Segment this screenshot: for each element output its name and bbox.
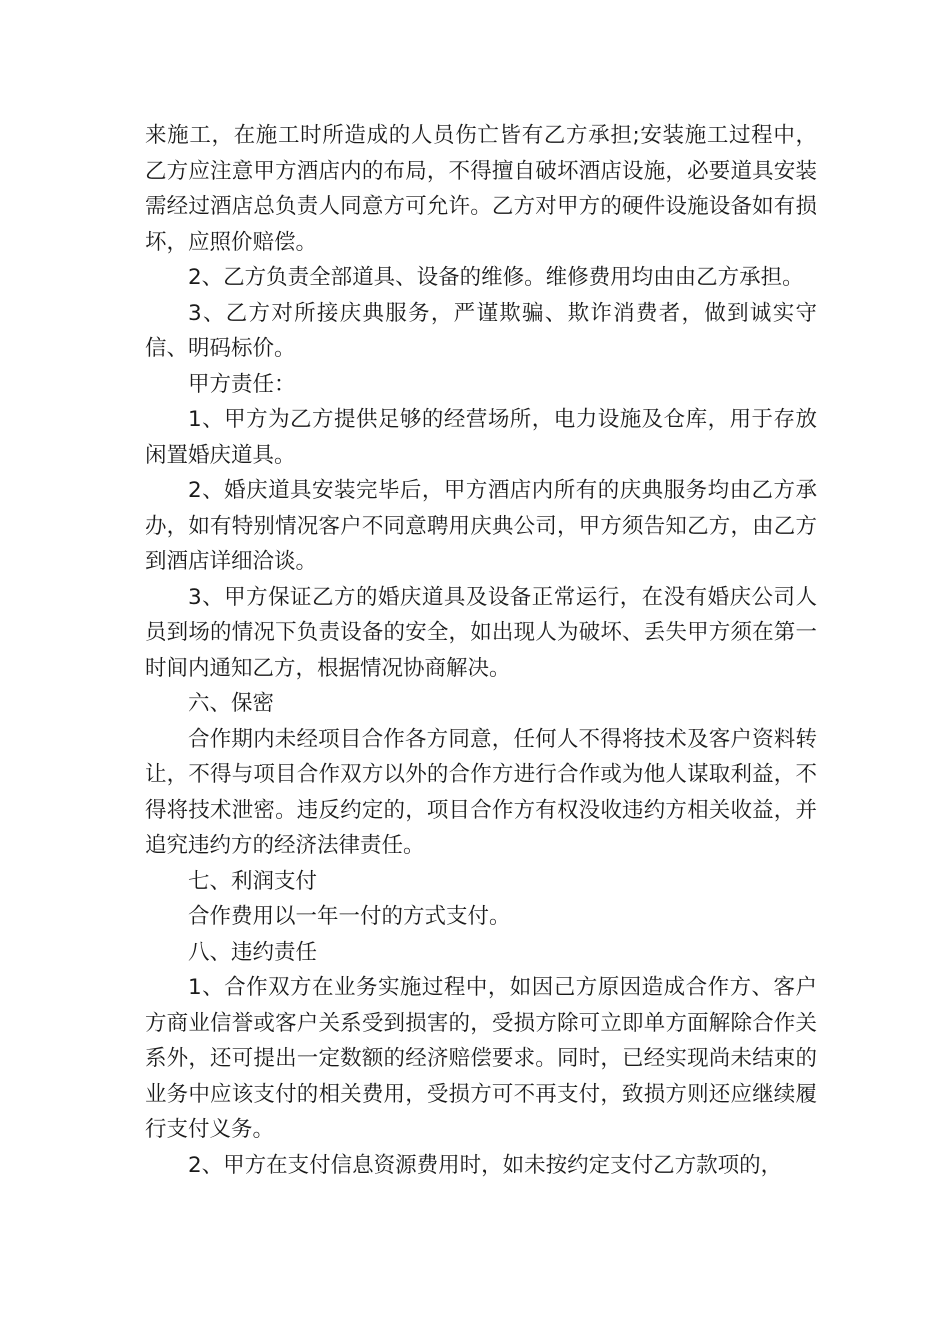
paragraph-a-equipment-safety: 3、甲方保证乙方的婚庆道具及设备正常运行，在没有婚庆公司人员到场的情况下负责设备的安全，如出现人为破坏、丢失甲方须在第一时间内通知乙方，根据情况协商解决。 [145, 584, 817, 681]
paragraph-breach-1: 1、合作双方在业务实施过程中，如因己方原因造成合作方、客户方商业信誉或客户关系受到损害的，受损方除可立即单方面解除合作关系外，还可提出一定数额的经济赔偿要求。同时，已经实现尚未结束的业务中应该支付的相关费用，受损方可不再支付，致损方则还应继续履行支付义务。 [145, 975, 817, 1142]
paragraph-breach-2: 2、甲方在支付信息资源费用时，如未按约定支付乙方款项的， [188, 1152, 783, 1178]
paragraph-profit-payment: 合作费用以一年一付的方式支付。 [188, 904, 511, 929]
document-body [145, 118, 817, 1183]
heading-confidentiality: 六、保密 [188, 691, 275, 716]
paragraph-confidentiality: 合作期内未经项目合作各方同意，任何人不得将技术及客户资料转让，不得与项目合作双方以外的合作方进行合作或为他人谋取利益，不得将技术泄密。违反约定的，项目合作方有权没收违约方相关收益，并追究违约方的经济法律责任。 [145, 726, 817, 858]
heading-breach-liability: 八、违约责任 [188, 939, 318, 965]
paragraph-a-service-exclusivity: 2、婚庆道具安装完毕后，甲方酒店内所有的庆典服务均由乙方承办，如有特别情况客户不同意聘用庆典公司，甲方须告知乙方，由乙方到酒店详细洽谈。 [145, 478, 817, 574]
paragraph-b-honesty: 3、乙方对所接庆典服务，严谨欺骗、欺诈消费者，做到诚实守信、明码标价。 [145, 300, 817, 361]
heading-profit-payment: 七、利润支付 [188, 868, 318, 894]
heading-party-a-responsibility: 甲方责任： [188, 371, 296, 397]
paragraph-construction-liability: 来施工，在施工时所造成的人员伤亡皆有乙方承担;安装施工过程中，乙方应注意甲方酒店内的布局，不得擅自破坏酒店设施，必要道具安装需经过酒店总负责人同意方可允许。乙方对甲方的硬件设施设备如有损坏，应照价赔偿。 [145, 123, 817, 255]
paragraph-b-maintenance: 2、乙方负责全部道具、设备的维修。维修费用均由由乙方承担。 [188, 265, 804, 290]
paragraph-a-venue: 1、甲方为乙方提供足够的经营场所，电力设施及仓库，用于存放闲置婚庆道具。 [145, 407, 817, 468]
